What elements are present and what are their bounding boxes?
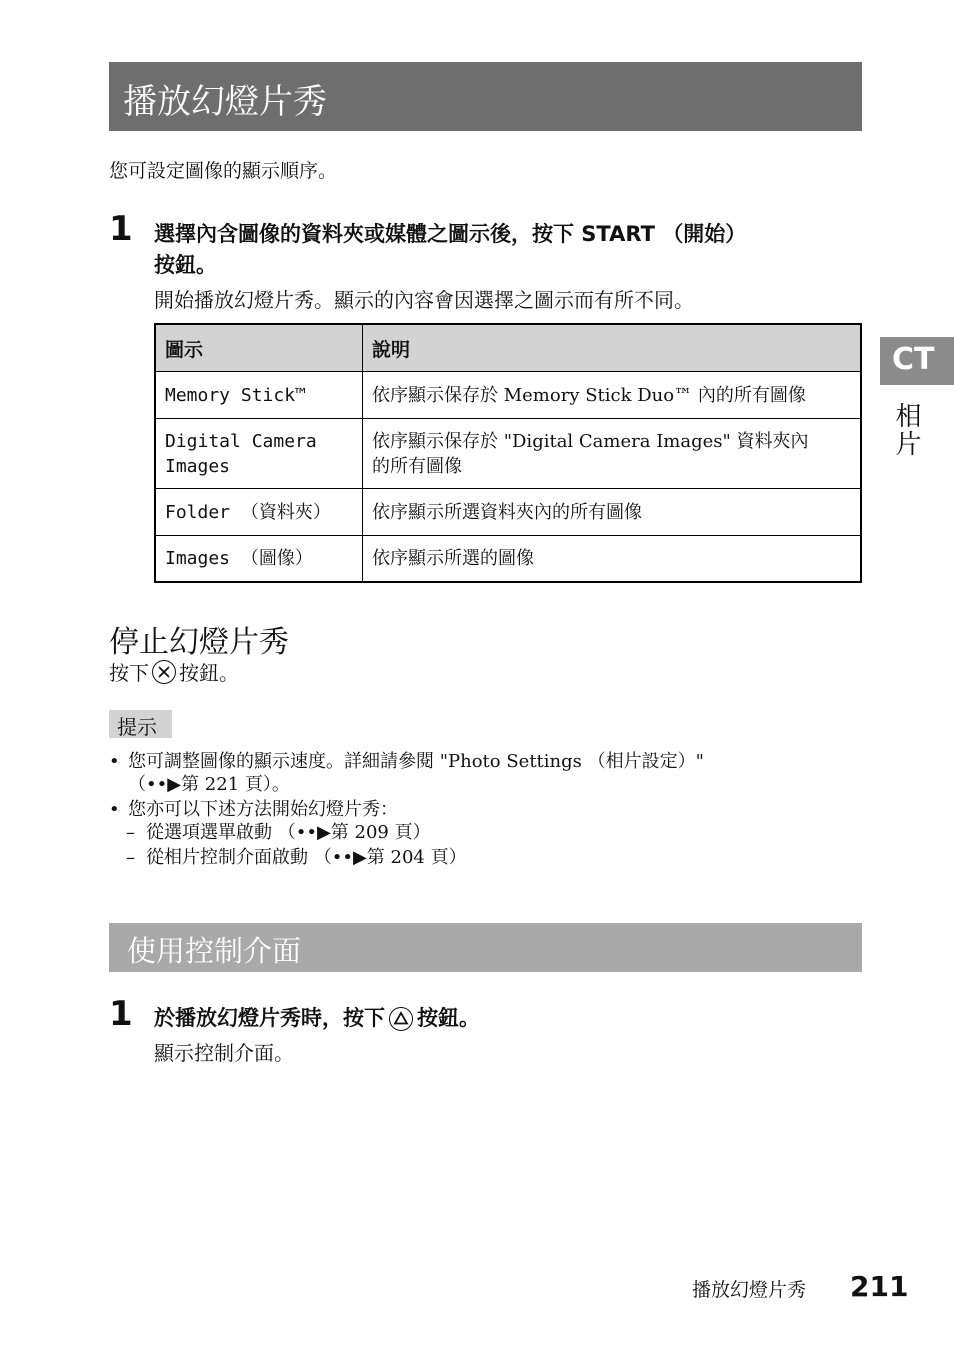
- footer-section-name: 播放幻燈片秀: [692, 1279, 807, 1301]
- tip-dash: –: [126, 822, 135, 843]
- table-cell: [363, 419, 862, 489]
- table-header: 說明: [363, 324, 862, 372]
- cell-line: Digital Camera: [165, 430, 317, 452]
- tip-line: （••▶第 221 頁）。: [128, 774, 290, 795]
- table-row: [155, 419, 861, 489]
- tip-bullet-marker: •: [109, 799, 120, 820]
- stop-heading: 停止幻燈片秀: [109, 625, 289, 660]
- cross-button-icon: [152, 660, 176, 684]
- language-tab: [880, 337, 954, 385]
- step-after: 按鈕。: [417, 1006, 480, 1030]
- tip-line: 從選項選單啟動 （••▶第 209 頁）: [146, 822, 431, 843]
- press-before: 按下: [109, 661, 149, 685]
- step-instruction: [154, 1003, 480, 1034]
- table-cell: [155, 419, 363, 489]
- step-result: 開始播放幻燈片秀。顯示的內容會因選擇之圖示而有所不同。: [154, 288, 694, 312]
- tip-label: 提示: [117, 715, 157, 739]
- stop-instruction: [109, 657, 239, 686]
- tip-line: 您亦可以下述方法開始幻燈片秀：: [128, 799, 398, 820]
- step-line: 按鈕。: [154, 253, 217, 277]
- step-number: 1: [109, 209, 133, 249]
- table-cell: 依序顯示所選的圖像: [363, 536, 862, 582]
- page-number: 211: [850, 1270, 909, 1303]
- table-row: [155, 372, 861, 419]
- table-row: [155, 489, 861, 536]
- table-header-row: [155, 324, 861, 372]
- cell-line: 依序顯示保存於 "Digital Camera Images" 資料夾內: [372, 430, 809, 452]
- tip-bullet-marker: •: [109, 751, 120, 772]
- step-number: 1: [109, 994, 133, 1034]
- cell-line: 的所有圖像: [372, 455, 462, 477]
- step-before: 於播放幻燈片秀時，按下: [154, 1006, 385, 1030]
- press-after: 按鈕。: [179, 661, 239, 685]
- step-line: 選擇內含圖像的資料夾或媒體之圖示後，按下 START （開始）: [154, 222, 747, 246]
- title-bar: [109, 62, 862, 131]
- tip-line: 您可調整圖像的顯示速度。詳細請參閱 "Photo Settings （相片設定）": [128, 751, 704, 772]
- section-bar: [109, 923, 862, 972]
- step-instruction: [154, 219, 854, 281]
- tip-line: 從相片控制介面啟動 （••▶第 204 頁）: [146, 847, 467, 868]
- step-result: 顯示控制介面。: [154, 1041, 294, 1065]
- table-row: [155, 536, 861, 582]
- table-cell: 依序顯示保存於 Memory Stick Duo™ 內的所有圖像: [363, 372, 862, 419]
- section-side-label: 相片: [891, 402, 921, 458]
- intro-text: 您可設定圖像的顯示順序。: [109, 160, 338, 182]
- page-title: 播放幻燈片秀: [123, 82, 327, 122]
- language-code: CT: [892, 342, 935, 377]
- triangle-button-icon: [389, 1007, 413, 1031]
- table-cell: Folder （資料夾）: [155, 489, 363, 536]
- tip-label-box: [109, 710, 172, 738]
- table-cell: Images （圖像）: [155, 536, 363, 582]
- icon-table: [154, 323, 862, 583]
- tip-dash: –: [126, 847, 135, 868]
- table-cell: 依序顯示所選資料夾內的所有圖像: [363, 489, 862, 536]
- cell-line: Images: [165, 455, 231, 477]
- section-title: 使用控制介面: [127, 934, 302, 968]
- table-header: 圖示: [155, 324, 363, 372]
- table-cell: Memory Stick™: [155, 372, 363, 419]
